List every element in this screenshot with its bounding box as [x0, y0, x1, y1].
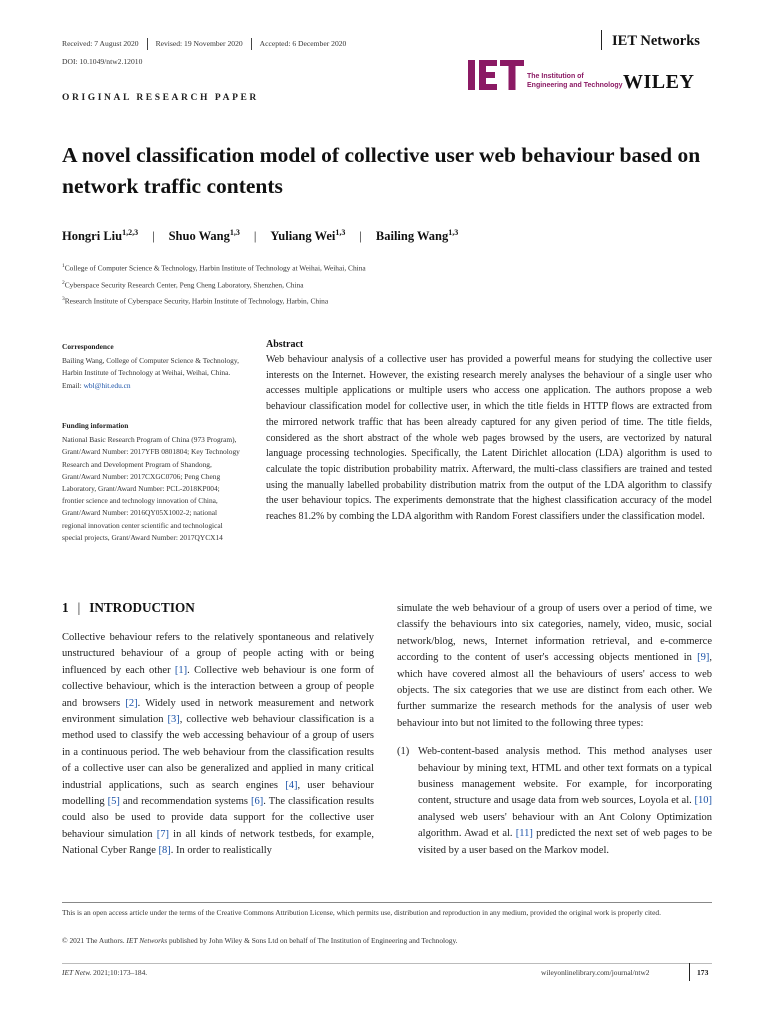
funding-text: National Basic Research Program of China (973 Program), Grant/Award Number: 2017YFB 0801804; Key Technology Research and Development Program of Shandong, Grant/Award Number: 2017CXGC0706; Peng Cheng Laboratory, Grant/Award Number: PCL-2018KP004; frontier science and technology innovation of China, Grant/Award Number: 2016QY05X1002-2; national regional innovation center scientific and technological special projects, Grant/Award Number: 2017QYCX14: [62, 435, 240, 542]
funding-heading: Funding information: [62, 421, 129, 430]
date-divider: [147, 38, 148, 50]
author[interactable]: Hongri Liu$^{1,2,3}$: [62, 228, 139, 244]
open-access-notice: This is an open access article under the terms of the Creative Commons Attribution License, which permits use, distribution and reproduction in any medium, provided the original work is properly cited.: [62, 908, 661, 917]
intro-paragraph: simulate the web behaviour of a group of users over a period of time, we classify the behaviours into six categories, namely, video, music, social network/blog, news, Internet information retrieval, and e-commerce according to the content of user's accessing objects mentioned in [9], which have covered almost all the behaviours of users' access to web objects. The six categories that we use are distinct from each other. We further summarize the research methods for the analysis of user web behaviour into but not limited to the following three types:: [397, 603, 712, 729]
page-divider: [689, 963, 690, 981]
author-list: [62, 228, 458, 244]
intro-column-left: Collective behaviour refers to the relatively spontaneous and relatively unstructured behaviour of a group of people acting with or being influenced by each other [1]. Collective web behaviour is one form of collective behaviour, which is the interaction between a group of people and browsers [2]. Widely used in network measurement and network environment simulation [3], collective web behaviour classification is a method used to classify the web accessing behaviour of a group of users in a continuous period. The web behaviour from the classification results of a collective user can also be generalized and applied in many critical industrial applications, such as search engines [4], user behaviour modelling [5] and recommendation systems [6]. The classification results could also be used to provide data support for the collective user behaviour simulation [7] in all kinds of network testbeds, for example, National Cyber Range [8]. In order to realistically: [62, 632, 375, 857]
citation-link[interactable]: [2]: [125, 697, 138, 709]
citation-link[interactable]: [10]: [694, 795, 712, 807]
citation-link[interactable]: [5]: [107, 796, 120, 808]
affiliation: $^2$Cyberspace Security Research Center, Peng Cheng Laboratory, Shenzhen, China: [62, 280, 304, 290]
accepted-date: Accepted: 6 December 2020: [259, 38, 347, 48]
date-divider: [251, 38, 252, 50]
abstract-text: Web behaviour analysis of a collective user has provided a powerful means for studying the collective user interests on the Internet. However, the existing research merely analyses the behaviour of a single user who accesses multiple applications or multiple users who access one application. The authors propose a web behaviour classification model for collective user, in which the title fields in HTTP flows are extracted from the mirrored network traffic that has been already captured for any given period of time. The title fields, considered as the short abstract of the whole web pages browsed by the users, are vectorized by natural language processing technologies. Specifically, the Latent Dirichlet allocation (LDA) algorithm is used to calculate the topic distribution probability matrix. Afterward, the multi-class classifiers are trained and tested using the manually labelled probability distribution matrix from the output of the LDA algorithm to classify the user behaviour topics. The experiments demonstrate that the highest classification accuracy of the model reaches 81.2% by combing the LDA algorithm with Random Forest classifiers under the classification model.: [266, 354, 712, 523]
citation-link[interactable]: [8]: [158, 845, 171, 857]
citation-link[interactable]: [1]: [174, 664, 188, 676]
publication-dates: [62, 38, 346, 50]
author-separator: |: [152, 229, 155, 244]
copyright-notice: © 2021 The Authors. IET Networks published by John Wiley & Sons Ltd on behalf of The Institution of Engineering and Technology.: [62, 936, 458, 945]
journal-name: IET Networks: [612, 33, 700, 49]
citation-link[interactable]: [11]: [515, 828, 533, 840]
correspondence: [62, 341, 242, 392]
citation-link[interactable]: [7]: [156, 828, 169, 840]
section-heading: 1 | INTRODUCTION: [62, 600, 195, 615]
list-item-number: (1): [397, 746, 410, 758]
citation-link[interactable]: [3]: [167, 714, 180, 726]
author-separator: |: [359, 229, 362, 244]
doi[interactable]: DOI: 10.1049/ntw2.12010: [62, 57, 143, 66]
correspondence-heading: Correspondence: [62, 342, 114, 351]
citation-link[interactable]: [6]: [251, 796, 264, 808]
journal-url[interactable]: wileyonlinelibrary.com/journal/ntw2: [541, 968, 650, 977]
affiliation: $^1$College of Computer Science & Technology, Harbin Institute of Technology at Weihai, Weihai, China: [62, 263, 366, 273]
received-date: Received: 7 August 2020: [62, 38, 139, 48]
page-number: 173: [697, 968, 709, 977]
author[interactable]: Bailing Wang$^{1,3}$: [375, 228, 459, 244]
list-item: (1) Web-content-based analysis method. This method analyses user behaviour by mining text, HTML and other text formats on a typical business management website. For example, for incorporating content, structure and usage data from web sources, Loyola et al. [10] analysed web users' behaviour with an Ant Colony Optimization algorithm. Awad et al. [11] predicted the next set of web pages to be visited by a user based on the Markov model.: [397, 746, 713, 856]
wiley-logo: WILEY: [623, 71, 695, 93]
citation-line: IET Netw. 2021;10:173–184.: [62, 968, 148, 977]
paper-type: ORIGINAL RESEARCH PAPER: [62, 93, 259, 103]
author-separator: |: [253, 229, 257, 244]
iet-name: [527, 72, 623, 90]
footer-divider: [62, 963, 712, 964]
affiliation: $^3$Research Institute of Cyberspace Security, Harbin Institute of Technology, Harbin, China: [62, 296, 329, 306]
intro-column-right: [397, 601, 712, 859]
author[interactable]: Shuo Wang$^{1,3}$: [168, 228, 240, 244]
journal-divider: [601, 30, 602, 50]
funding-information: [62, 420, 242, 544]
iet-logo-icon: [468, 60, 524, 90]
email-link[interactable]: wbl@hit.edu.cn: [83, 380, 131, 390]
abstract-heading: Abstract: [266, 339, 304, 350]
citation-link[interactable]: [4]: [285, 779, 298, 791]
revised-date: Revised: 19 November 2020: [155, 38, 243, 48]
correspondence-email: Email: wbl@hit.edu.cn: [62, 380, 131, 390]
author[interactable]: Yuliang Wei$^{1,3}$: [270, 228, 346, 244]
paper-title: A novel classification model of collective user web behaviour based on network traffic contents: [62, 143, 701, 198]
iet-name-line1: The Institution of: [527, 73, 584, 80]
footer-divider: [62, 902, 712, 903]
correspondence-text: Bailing Wang, College of Computer Science & Technology, Harbin Institute of Technology at Weihai, Weihai, China.: [62, 356, 239, 378]
citation-link[interactable]: [9]: [697, 652, 710, 664]
iet-name-line2: Engineering and Technology: [527, 82, 623, 89]
